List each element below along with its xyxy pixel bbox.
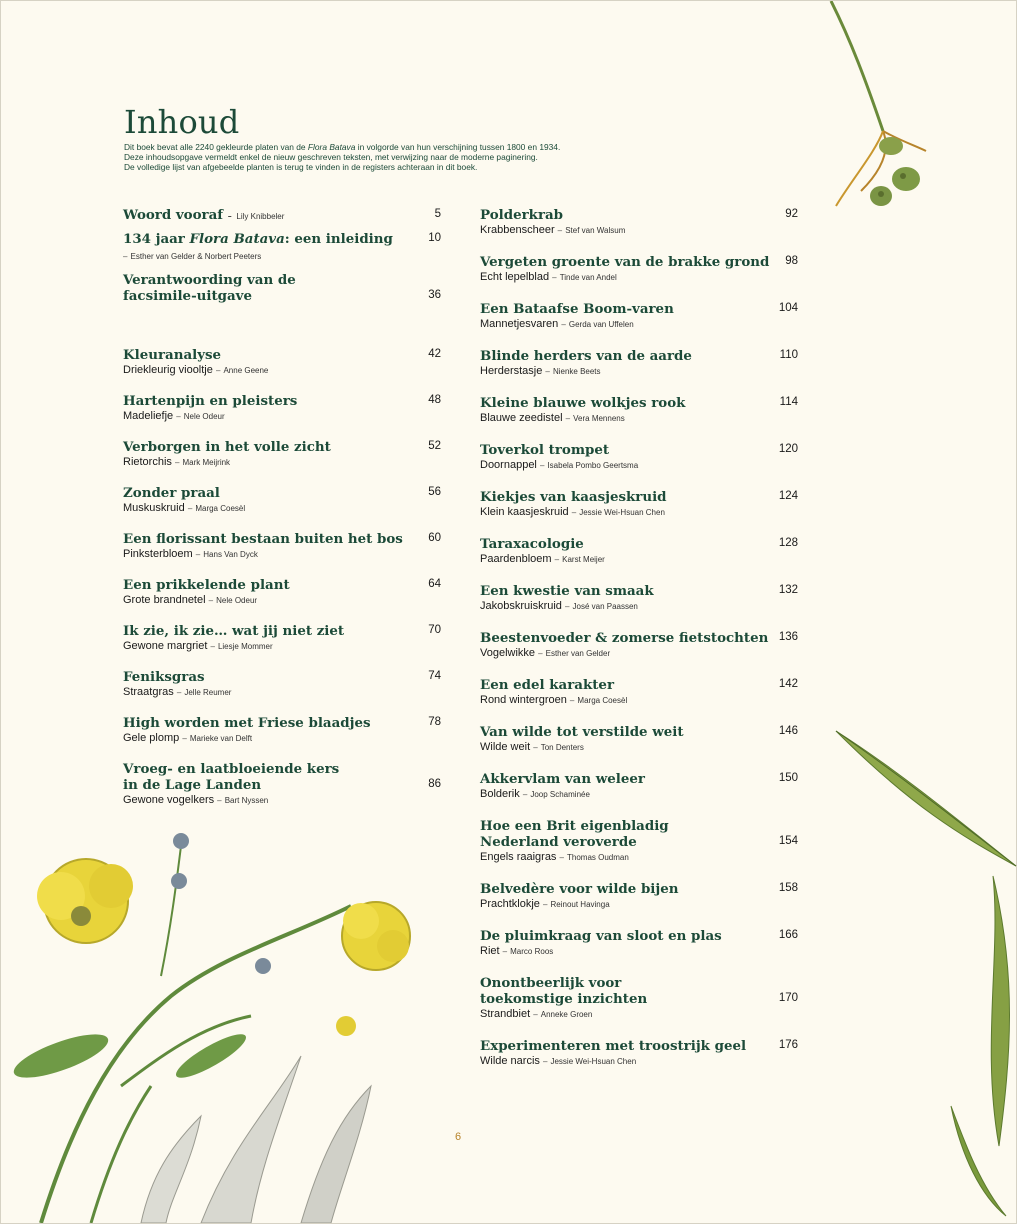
page-number: 104 xyxy=(778,302,798,314)
toc-entry[interactable] xyxy=(123,623,441,654)
toc-entry[interactable] xyxy=(480,348,798,379)
page-number: 132 xyxy=(778,584,798,596)
entry-title: Van wilde tot verstilde weit xyxy=(480,724,684,740)
page-number: 170 xyxy=(778,992,798,1004)
page-number: 142 xyxy=(778,678,798,690)
entry-author: Jessie Wei-Hsuan Chen xyxy=(550,1057,637,1066)
entry-title: Polderkrab xyxy=(480,207,564,223)
entry-plant: Rond wintergroen – Marga Coesèl xyxy=(480,694,628,706)
page-title: Inhoud xyxy=(124,103,240,141)
toc-entry[interactable] xyxy=(480,771,798,802)
toc-entry[interactable] xyxy=(123,485,441,516)
entry-plant: Strandbiet – Anneke Groen xyxy=(480,1008,593,1020)
page-number: 128 xyxy=(778,537,798,549)
entry-author: Esther van Gelder xyxy=(545,649,611,658)
entry-author: Liesje Mommer xyxy=(217,642,273,651)
entry-author: Marga Coesèl xyxy=(577,696,628,705)
entry-author: Vera Mennens xyxy=(573,414,625,423)
toc-entry[interactable] xyxy=(480,207,798,238)
page-number: 146 xyxy=(778,725,798,737)
entry-author: José van Paassen xyxy=(572,602,638,611)
entry-title: Hartenpijn en pleisters xyxy=(123,393,298,409)
entry-title: Beestenvoeder & zomerse fietstochten xyxy=(480,630,769,646)
page-number: 124 xyxy=(778,490,798,502)
page-number: 60 xyxy=(428,532,441,544)
toc-entry[interactable] xyxy=(480,818,798,865)
entry-plant: Doornappel – Isabela Pombo Geertsma xyxy=(480,459,639,471)
entry-title: Een kwestie van smaak xyxy=(480,583,654,599)
toc-entry[interactable] xyxy=(480,583,798,614)
entry-plant: Mannetjesvaren – Gerda van Uffelen xyxy=(480,318,634,330)
entry-author: Mark Meijrink xyxy=(182,458,231,467)
entry-author: Marga Coesèl xyxy=(195,504,246,513)
entry-author: Stef van Walsum xyxy=(565,226,626,235)
toc-entry[interactable] xyxy=(123,207,441,225)
entry-plant: Gele plomp – Marieke van Delft xyxy=(123,732,253,744)
toc-entry[interactable] xyxy=(480,536,798,567)
entry-title: Een edel karakter xyxy=(480,677,614,693)
entry-plant: Wilde weit – Ton Denters xyxy=(480,741,584,753)
entry-author: Tinde van Andel xyxy=(559,273,617,282)
entry-plant: Riet – Marco Roos xyxy=(480,945,554,957)
page-number: 42 xyxy=(428,348,441,360)
toc-entry[interactable] xyxy=(480,395,798,426)
page-number: 154 xyxy=(778,835,798,847)
toc-entry[interactable] xyxy=(480,881,798,912)
entry-title-line-2: in de Lage Landen xyxy=(123,777,262,793)
toc-entry[interactable] xyxy=(123,669,441,700)
entry-plant: Paardenbloem – Karst Meijer xyxy=(480,553,605,565)
toc-entry[interactable] xyxy=(480,489,798,520)
entry-plant: Muskuskruid – Marga Coesèl xyxy=(123,502,246,514)
toc-entry[interactable] xyxy=(480,724,798,755)
toc-entry[interactable] xyxy=(123,393,441,424)
entry-title-line-1: Vroeg- en laatbloeiende kers xyxy=(123,761,340,777)
page-folio: 6 xyxy=(455,1131,462,1143)
entry-plant: Madeliefje – Nele Odeur xyxy=(123,410,225,422)
entry-author: Marieke van Delft xyxy=(189,734,253,743)
page-number: 150 xyxy=(778,772,798,784)
toc-column-right xyxy=(480,207,798,1069)
buttercup-illustration xyxy=(1,826,441,1223)
entry-plant: Blauwe zeedistel – Vera Mennens xyxy=(480,412,625,424)
page-number: 48 xyxy=(428,394,441,406)
toc-entry[interactable] xyxy=(480,1038,798,1069)
entry-plant: Pinksterbloem – Hans Van Dyck xyxy=(123,548,258,560)
page-number: 36 xyxy=(428,289,441,301)
entry-title: Akkervlam van weleer xyxy=(480,771,645,787)
entry-plant: Krabbenscheer – Stef van Walsum xyxy=(480,224,626,236)
sedge-illustration xyxy=(821,1,931,231)
toc-entry[interactable] xyxy=(480,442,798,473)
entry-plant: Rietorchis – Mark Meijrink xyxy=(123,456,231,468)
toc-entry[interactable] xyxy=(123,577,441,608)
intro-line-2: Deze inhoudsopgave vermeldt enkel de nieuw geschreven teksten, met verwijzing naar de moderne paginering. xyxy=(124,152,538,162)
entry-title: High worden met Friese blaadjes xyxy=(123,715,371,731)
entry-plant: Klein kaasjeskruid – Jessie Wei-Hsuan Chen xyxy=(480,506,665,518)
page-number: 52 xyxy=(428,440,441,452)
toc-entry[interactable] xyxy=(123,715,441,746)
entry-title-line-2: facsimile-uitgave xyxy=(123,288,252,304)
entry-title-line-1: Verantwoording van de xyxy=(123,272,296,288)
entry-author: Jelle Reumer xyxy=(184,688,232,697)
entry-plant: Jakobskruiskruid – José van Paassen xyxy=(480,600,638,612)
entry-author: Isabela Pombo Geertsma xyxy=(547,461,639,470)
entry-title: Ik zie, ik zie… wat jij niet ziet xyxy=(123,623,345,639)
leaf-illustration xyxy=(831,726,1017,1223)
entry-plant: Engels raaigras – Thomas Oudman xyxy=(480,851,629,863)
toc-entry[interactable] xyxy=(480,630,798,661)
page-number: 110 xyxy=(779,349,798,361)
page-number: 166 xyxy=(778,929,798,941)
page-number: 98 xyxy=(785,255,798,267)
entry-author: Lily Knibbeler xyxy=(236,212,285,221)
entry-plant: Herderstasje – Nienke Beets xyxy=(480,365,601,377)
intro-line-3: De volledige lijst van afgebeelde planten is terug te vinden in de registers achteraan in dit boek. xyxy=(124,162,478,172)
intro-line-1: Dit boek bevat alle 2240 gekleurde platen van de Flora Batava in volgorde van hun verschijning tussen 1800 en 1934. xyxy=(124,142,561,152)
toc-entry[interactable] xyxy=(123,272,441,304)
page-number: 92 xyxy=(785,208,798,220)
entry-plant: Gewone vogelkers – Bart Nyssen xyxy=(123,794,269,806)
entry-author: Marco Roos xyxy=(510,947,554,956)
toc-entry[interactable] xyxy=(123,439,441,470)
entry-author: Bart Nyssen xyxy=(224,796,269,805)
entry-author: Nienke Beets xyxy=(552,367,601,376)
entry-title: Kleuranalyse xyxy=(123,347,222,363)
page-number: 158 xyxy=(778,882,798,894)
entry-title: Een Bataafse Boom-varen xyxy=(480,301,674,317)
entry-title: Blinde herders van de aarde xyxy=(480,348,692,364)
entry-title: Kiekjes van kaasjeskruid xyxy=(480,489,667,505)
entry-plant: Grote brandnetel – Nele Odeur xyxy=(123,594,258,606)
entry-title: Een prikkelende plant xyxy=(123,577,290,593)
entry-title: Toverkol trompet xyxy=(480,442,610,458)
page-number: 136 xyxy=(778,631,798,643)
entry-title: Verborgen in het volle zicht xyxy=(123,439,331,455)
entry-author: Karst Meijer xyxy=(562,555,605,564)
entry-title: Zonder praal xyxy=(123,485,220,501)
entry-title: Experimenteren met troostrijk geel xyxy=(480,1038,747,1054)
entry-author: Ton Denters xyxy=(540,743,584,752)
toc-entry[interactable] xyxy=(480,301,798,332)
entry-title: Woord vooraf – Lily Knibbeler xyxy=(123,207,285,223)
entry-title: Een florissant bestaan buiten het bos xyxy=(123,531,403,547)
entry-title: Kleine blauwe wolkjes rook xyxy=(480,395,686,411)
page-number: 5 xyxy=(434,208,441,220)
page-number: 86 xyxy=(428,778,441,790)
entry-author: Anneke Groen xyxy=(540,1010,593,1019)
toc-entry[interactable] xyxy=(123,231,441,264)
page-number: 120 xyxy=(778,443,798,455)
page-number: 74 xyxy=(428,670,441,682)
entry-title-line-1: Hoe een Brit eigenbladig xyxy=(480,818,669,834)
entry-author: Esther van Gelder & Norbert Peeters xyxy=(130,252,262,261)
entry-title: Feniksgras xyxy=(123,669,205,685)
page-number: 176 xyxy=(778,1039,798,1051)
page-number: 56 xyxy=(428,486,441,498)
entry-author-line: – Esther van Gelder & Norbert Peeters xyxy=(123,252,262,261)
entry-title: 134 jaar Flora Batava: een inleiding xyxy=(123,231,393,247)
entry-plant: Gewone margriet – Liesje Mommer xyxy=(123,640,273,652)
entry-author: Hans Van Dyck xyxy=(203,550,258,559)
page-number: 114 xyxy=(779,396,798,408)
toc-entry[interactable] xyxy=(480,975,798,1022)
entry-title: Taraxacologie xyxy=(480,536,584,552)
entry-author: Nele Odeur xyxy=(183,412,225,421)
entry-author: Gerda van Uffelen xyxy=(568,320,634,329)
entry-plant: Driekleurig viooltje – Anne Geene xyxy=(123,364,269,376)
entry-plant: Prachtklokje – Reinout Havinga xyxy=(480,898,610,910)
toc-entry[interactable] xyxy=(123,531,441,562)
entry-title-line-2: Nederland veroverde xyxy=(480,834,637,850)
entry-plant: Straatgras – Jelle Reumer xyxy=(123,686,232,698)
toc-entry[interactable] xyxy=(123,347,441,378)
page-number: 78 xyxy=(428,716,441,728)
page-number: 10 xyxy=(428,232,441,244)
toc-entry[interactable] xyxy=(123,761,441,808)
toc-entry[interactable] xyxy=(480,254,798,285)
entry-author: Reinout Havinga xyxy=(550,900,610,909)
entry-title: Belvedère voor wilde bijen xyxy=(480,881,679,897)
intro-text xyxy=(124,142,664,172)
entry-author: Joop Schaminée xyxy=(530,790,590,799)
page-number: 64 xyxy=(428,578,441,590)
entry-plant: Echt lepelblad – Tinde van Andel xyxy=(480,271,617,283)
entry-title: De pluimkraag van sloot en plas xyxy=(480,928,722,944)
entry-author: Nele Odeur xyxy=(216,596,258,605)
entry-author: Thomas Oudman xyxy=(567,853,629,862)
entry-plant: Bolderik – Joop Schaminée xyxy=(480,788,590,800)
toc-entry[interactable] xyxy=(480,677,798,708)
entry-plant: Vogelwikke – Esther van Gelder xyxy=(480,647,611,659)
entry-title-line-2: toekomstige inzichten xyxy=(480,991,648,1007)
entry-plant: Wilde narcis – Jessie Wei-Hsuan Chen xyxy=(480,1055,637,1067)
entry-title-line-1: Onontbeerlijk voor xyxy=(480,975,622,991)
toc-entry[interactable] xyxy=(480,928,798,959)
entry-author: Anne Geene xyxy=(223,366,269,375)
entry-author: Jessie Wei-Hsuan Chen xyxy=(579,508,665,517)
toc-column-left xyxy=(123,207,441,808)
page-number: 70 xyxy=(428,624,441,636)
entry-title: Vergeten groente van de brakke grond xyxy=(480,254,770,270)
